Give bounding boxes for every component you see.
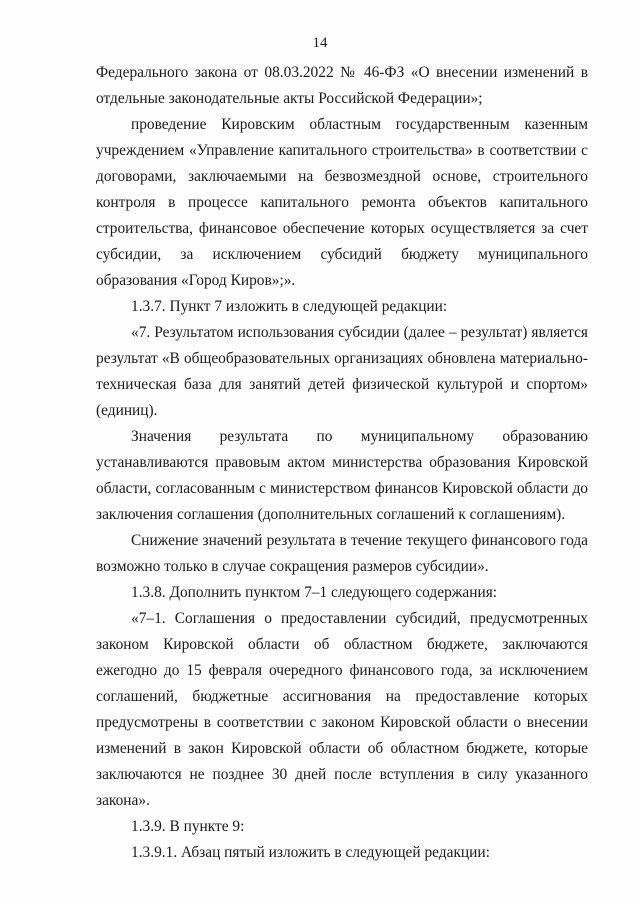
paragraph-item-1-3-9-1: 1.3.9.1. Абзац пятый изложить в следующей редакции: — [131, 844, 490, 861]
paragraph-item-1-3-9: 1.3.9. В пункте 9: — [131, 818, 245, 835]
paragraph-agreements: «7–1. Соглашения о предоставлении субсидий, предусмотренных законом Кировской области об областном бюджете, заключаются ежегодно до 15 февраля очередного финансового года, за исключением соглашений, бюджетные ассигнования на предоставление которых предусмотрены в соответствии с законом Кировской области о внесении изменений в закон Кировской области об областном бюджете, которые заключаются не позднее 30 дней после вступления в силу указанного закона». — [96, 610, 588, 809]
paragraph-item-1-3-8: 1.3.8. Дополнить пунктом 7–1 следующего содержания: — [131, 584, 498, 601]
document-body — [96, 60, 588, 866]
paragraph-result-reduction: Снижение значений результата в течение текущего финансового года возможно только в случае сокращения размеров субсидии». — [96, 532, 588, 575]
paragraph-result-definition: «7. Результатом использования субсидии (далее – результат) является результат «В общеобразовательных организациях обновлена материально-техническая база для занятий детей физической культурой и спортом» (единиц). — [96, 324, 588, 419]
paragraph-construction-control: проведение Кировским областным государственным казенным учреждением «Управление капитального строительства» в соответствии с договорами, заключаемыми на безвозмездной основе, строительного контроля в процессе капитального ремонта объектов капитального строительства, финансовое обеспечение которых осуществляется за счет субсидии, за исключением субсидий бюджету муниципального образования «Город Киров»;». — [96, 116, 588, 289]
paragraph-item-1-3-7: 1.3.7. Пункт 7 изложить в следующей редакции: — [131, 298, 448, 315]
paragraph-result-values: Значения результата по муниципальному образованию устанавливаются правовым актом министерства образования Кировской области, согласованным с министерством финансов Кировской области до заключения соглашения (дополнительных соглашений к соглашениям). — [96, 428, 588, 523]
page-number: 14 — [312, 35, 328, 51]
paragraph-law-reference: Федерального закона от 08.03.2022 № 46-ФЗ «О внесении изменений в отдельные законодательные акты Российской Федерации»; — [96, 64, 588, 107]
